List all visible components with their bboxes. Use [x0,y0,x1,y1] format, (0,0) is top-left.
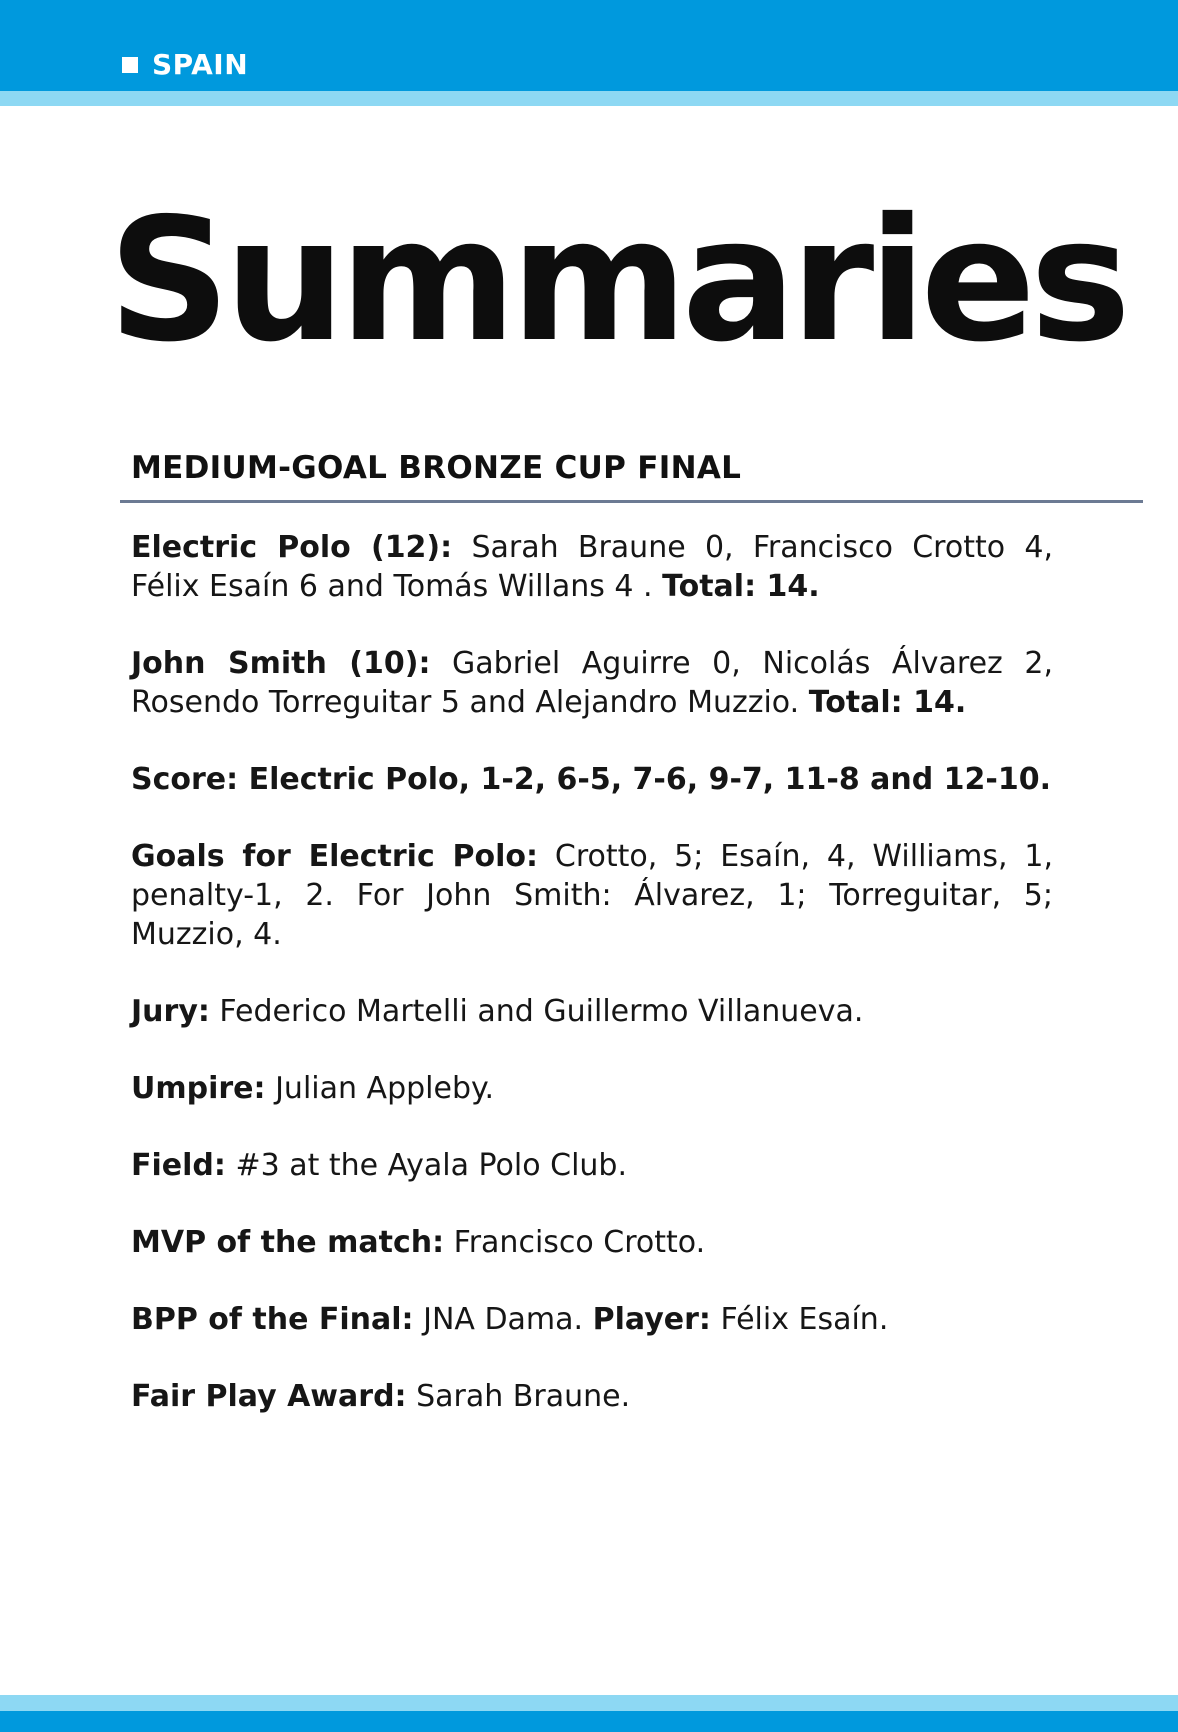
goals-label: Goals for Electric Polo: [131,839,538,874]
bpp-player-label: Player: [592,1302,711,1337]
mvp-label: MVP of the match: [131,1225,445,1260]
team1-lineup [131,528,1053,606]
team2-players: Gabriel Aguirre 0, Nicolás Álvarez 2, Rosendo Torreguitar 5 and Alejandro Muzzio. [131,646,1053,720]
section-tag [122,48,248,81]
square-bullet-icon [122,57,138,73]
mvp-text: Francisco Crotto. [453,1225,706,1260]
bpp-text: JNA Dama. [423,1302,584,1337]
footer-bar [0,1695,1178,1732]
bpp-player-text: Félix Esaín. [720,1302,889,1337]
jury-text: Federico Martelli and Guillermo Villanueva. [219,994,864,1029]
score-text: Score: Electric Polo, 1-2, 6-5, 7-6, 9-7, 11-8 and 12-10. [131,762,1052,797]
header-stripe [0,91,1178,106]
footer-stripe [0,1695,1178,1711]
field-line [131,1146,1053,1185]
mvp-line [131,1223,1053,1262]
team1-total: Total: 14. [662,569,820,604]
page-title: Summaries [108,182,1126,380]
team1-label: Electric Polo (12): [131,530,453,565]
goals-text: Crotto, 5; Esaín, 4, Williams, 1, penalty-1, 2. For John Smith: Álvarez, 1; Torreguitar, 5; Muzzio, 4. [131,839,1053,952]
bpp-label: BPP of the Final: [131,1302,414,1337]
fairplay-text: Sarah Braune. [416,1379,631,1414]
umpire-text: Julian Appleby. [275,1071,494,1106]
team2-label: John Smith (10): [131,646,431,681]
fairplay-label: Fair Play Award: [131,1379,407,1414]
field-label: Field: [131,1148,226,1183]
divider [120,500,1143,503]
fairplay-line [131,1377,1053,1416]
team1-players: Sarah Braune 0, Francisco Crotto 4, Félix Esaín 6 and Tomás Willans 4 . [131,530,1053,604]
field-text: #3 at the Ayala Polo Club. [235,1148,628,1183]
umpire-line [131,1069,1053,1108]
team2-total: Total: 14. [808,685,967,720]
jury-line [131,992,1053,1031]
team2-lineup [131,644,1053,722]
score-line [131,760,1053,799]
summary-content [131,528,1053,1454]
bpp-line [131,1300,1053,1339]
umpire-label: Umpire: [131,1071,266,1106]
jury-label: Jury: [131,994,210,1029]
goals-line [131,837,1053,954]
section-label: SPAIN [152,48,249,81]
subtitle: MEDIUM-GOAL BRONZE CUP FINAL [131,450,742,486]
